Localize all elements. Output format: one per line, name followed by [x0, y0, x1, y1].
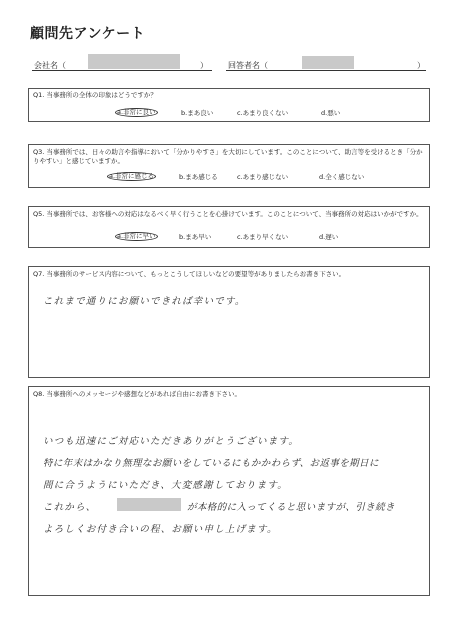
option[interactable]: b.まあ良い [181, 109, 214, 117]
question-box-q7 [28, 266, 430, 378]
question-box-q8 [28, 386, 430, 596]
option[interactable]: c.あまり早くない [237, 233, 289, 241]
company-label: 会社名（ [34, 61, 66, 70]
option-selected[interactable] [107, 172, 156, 181]
company-underline [32, 70, 212, 71]
handwritten-line: 特に年末はかなり無理なお願いをしているにもかかわらず、お返事を期日に [43, 458, 379, 469]
option[interactable]: c.あまり良くない [237, 109, 289, 117]
question-text: Q8. 当事務所へのメッセージや感想などがあれば自由にお書き下さい。 [33, 390, 241, 398]
handwritten-line: 間に合うようにいただき、大変感謝しております。 [43, 480, 288, 491]
question-box-q3 [28, 144, 430, 188]
company-close: ） [200, 61, 208, 70]
handwritten-line: いつも迅速にご対応いただきありがとうございます。 [43, 436, 300, 447]
question-text: Q5. 当事務所では、お客様への対応はなるべく早く行うことを心掛けています。このことについて、当事務所の対応はいかがですか。 [33, 210, 423, 218]
respondent-redaction [302, 56, 354, 69]
handwritten-line: が本格的に入ってくると思いますが、引き続き [187, 502, 395, 513]
handwriting-redaction [117, 498, 181, 511]
company-redaction [88, 54, 180, 69]
question-text: Q7. 当事務所のサービス内容について、もっとこうしてほしいなどの要望等がありましたらお書き下さい。 [33, 270, 346, 278]
option-selected[interactable] [115, 108, 158, 117]
selected-circle: a.非常に感じる [109, 172, 155, 180]
respondent-close: ） [417, 61, 425, 70]
survey-title: 顧問先アンケート [30, 26, 146, 42]
option[interactable]: b.まあ感じる [179, 173, 218, 181]
option[interactable]: c.あまり感じない [237, 173, 289, 181]
question-text: Q1. 当事務所の全体の印象はどうですか？ [33, 91, 157, 99]
question-box-q1 [28, 88, 430, 122]
respondent-underline [226, 70, 426, 71]
selected-circle: a.非常に早い [117, 232, 156, 240]
option[interactable]: d.悪い [321, 109, 341, 117]
selected-circle: a.非常に良い [117, 108, 156, 116]
handwritten-line: よろしくお付き合いの程、お願い申し上げます。 [43, 524, 278, 535]
option[interactable]: d.全く感じない [319, 173, 365, 181]
handwritten-answer: これまで通りにお願いできれば幸いです。 [43, 296, 246, 307]
respondent-label: 回答者名（ [228, 61, 268, 70]
option[interactable]: d.遅い [319, 233, 339, 241]
question-text: Q3. 当事務所では、日々の助言や指導において「分かりやすさ」を大切にしています。このことについて、助言等を受けるとき「分かりやすい」と感じていますか。 [33, 148, 423, 165]
option-selected[interactable] [115, 232, 158, 241]
handwritten-line: これから、 [43, 502, 97, 513]
option[interactable]: b.まあ早い [179, 233, 212, 241]
question-box-q5 [28, 206, 430, 248]
